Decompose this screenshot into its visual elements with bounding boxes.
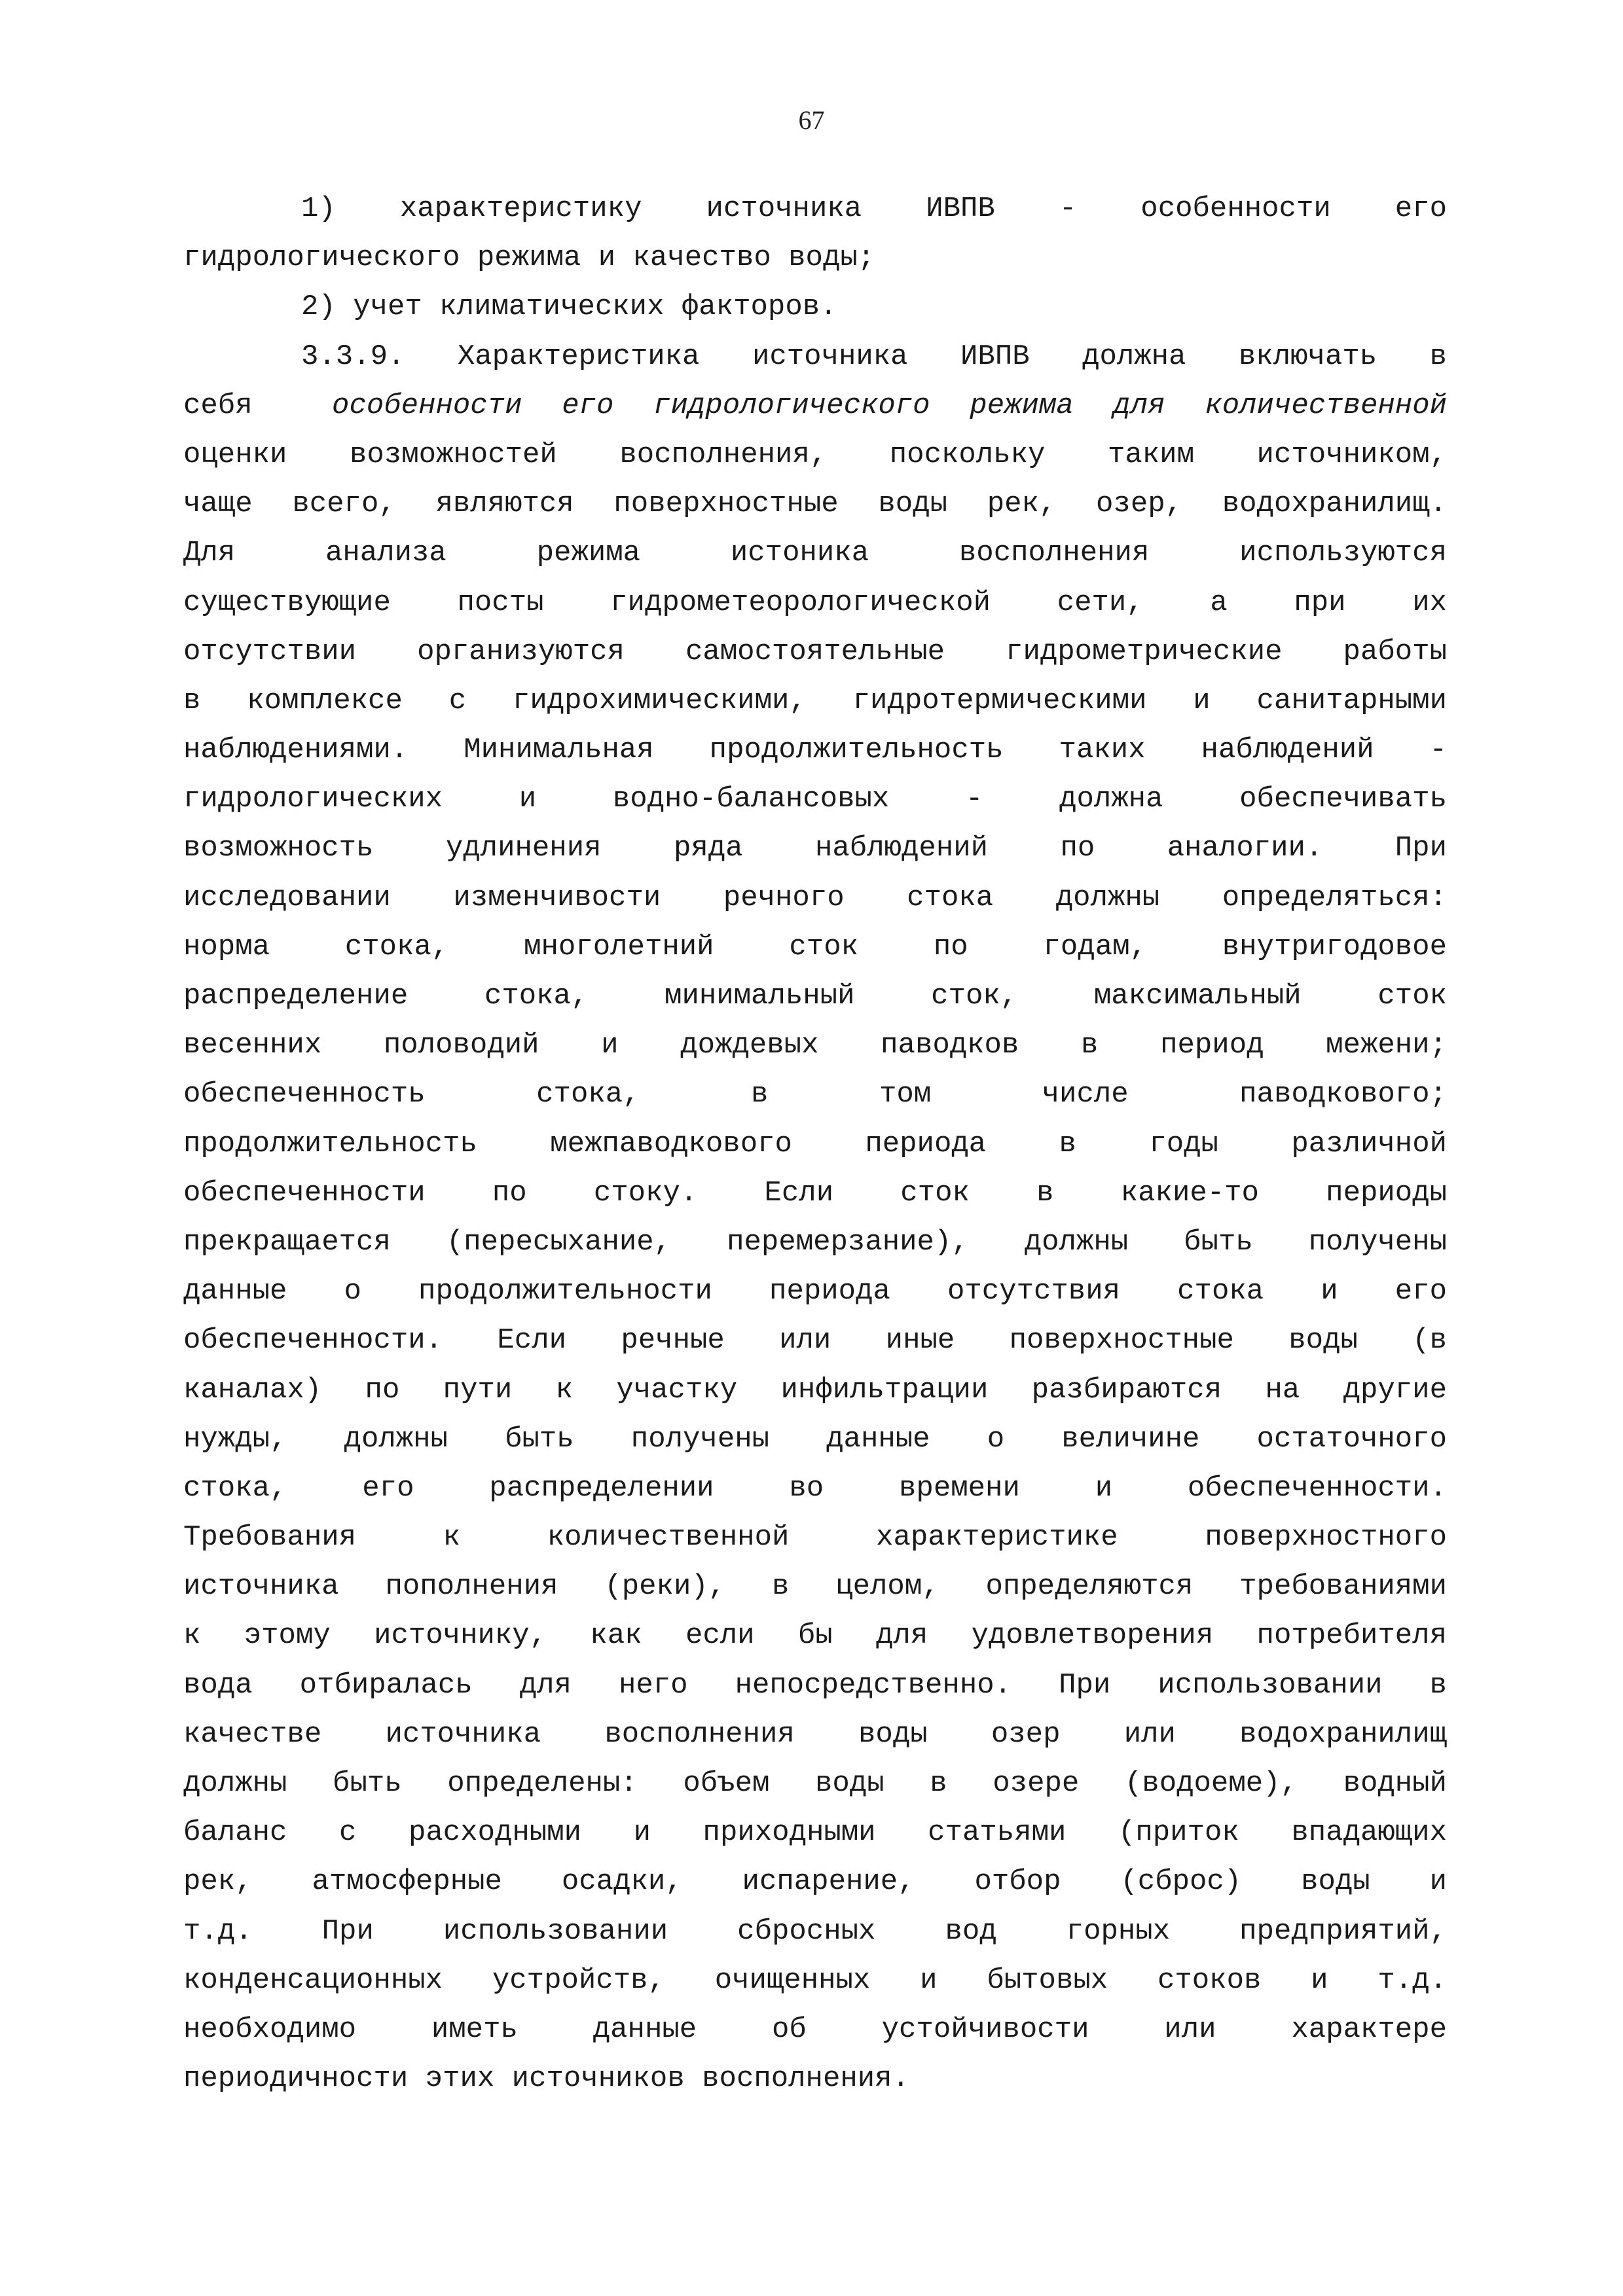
text-line: распределение стока, минимальный сток, максимальный сток (183, 980, 1447, 1013)
page-number: 67 (798, 105, 825, 135)
text-line: обеспеченность стока, в том числе паводкового; (183, 1078, 1447, 1111)
text-line: исследовании изменчивости речного стока должны определяться: (183, 881, 1447, 914)
text-line: необходимо иметь данные об устойчивости или характере (183, 2013, 1447, 2046)
text-line: возможность удлинения ряда наблюдений по аналогии. При (183, 832, 1447, 865)
text-line: продолжительность межпаводкового периода в годы различной (183, 1127, 1447, 1160)
text-line: т.д. При использовании сбросных вод горных предприятий, (183, 1914, 1447, 1948)
text-line-mixed (183, 382, 1447, 431)
text-line: нужды, должны быть получены данные о величине остаточного (183, 1422, 1447, 1456)
text-line: норма стока, многолетний сток по годам, внутригодовое (183, 930, 1447, 963)
text-line: рек, атмосферные осадки, испарение, отбор (сброс) воды и (183, 1865, 1447, 1899)
line-prefix: себя (183, 389, 253, 422)
text-line: прекращается (пересыхание, перемерзание), должны быть получены (183, 1225, 1447, 1259)
text-line: каналах) по пути к участку инфильтрации разбираются на другие (183, 1373, 1447, 1407)
text-line: наблюдениями. Минимальная продолжительность таких наблюдений - (183, 734, 1447, 767)
text-line: стока, его распределении во времени и обеспеченности. (183, 1471, 1447, 1505)
text-line: данные о продолжительности периода отсутствия стока и его (183, 1275, 1447, 1308)
text-line: вода отбиралась для него непосредственно. При использовании в (183, 1668, 1447, 1702)
text-line: 2) учет климатических факторов. (301, 291, 837, 324)
text-line: гидрологических и водно-балансовых - должна обеспечивать (183, 783, 1447, 816)
text-line: должны быть определены: объем воды в озере (водоеме), водный (183, 1767, 1447, 1800)
text-line: в комплексе с гидрохимическими, гидротермическими и санитарными (183, 684, 1447, 717)
text-line: оценки возможностей восполнения, поскольку таким источником, (183, 438, 1447, 471)
text-line: отсутствии организуются самостоятельные гидрометрические работы (183, 635, 1447, 668)
text-line: Требования к количественной характеристике поверхностного (183, 1521, 1447, 1554)
text-line: существующие посты гидрометеорологической сети, а при их (183, 586, 1447, 619)
text-line: обеспеченности. Если речные или иные поверхностные воды (в (183, 1324, 1447, 1357)
text-line: чаще всего, являются поверхностные воды рек, озер, водохранилищ. (183, 488, 1447, 521)
text-line: 1) характеристику источника ИВПВ - особенности его (301, 192, 1447, 225)
text-line: 3.3.9. Характеристика источника ИВПВ должна включать в (301, 340, 1447, 373)
text-line: источника пополнения (реки), в целом, определяются требованиями (183, 1570, 1447, 1604)
text-line: обеспеченности по стоку. Если сток в какие-то периоды (183, 1176, 1447, 1210)
text-line: весенних половодий и дождевых паводков в период межени; (183, 1029, 1447, 1062)
text-line: Для анализа режима истоника восполнения используются (183, 537, 1447, 570)
body-text (183, 185, 1447, 2104)
text-line: гидрологического режима и качество воды; (183, 242, 875, 275)
text-line: конденсационных устройств, очищенных и бытовых стоков и т.д. (183, 1964, 1447, 1997)
text-line: к этому источнику, как если бы для удовлетворения потребителя (183, 1619, 1447, 1653)
text-line: периодичности этих источников восполнения. (183, 2062, 909, 2096)
text-line: качестве источника восполнения воды озер или водохранилищ (183, 1717, 1447, 1751)
text-line: баланс с расходными и приходными статьями (приток впадающих (183, 1816, 1447, 1850)
italic-phrase: особенности его гидрологического режима для количественной (332, 389, 1448, 422)
